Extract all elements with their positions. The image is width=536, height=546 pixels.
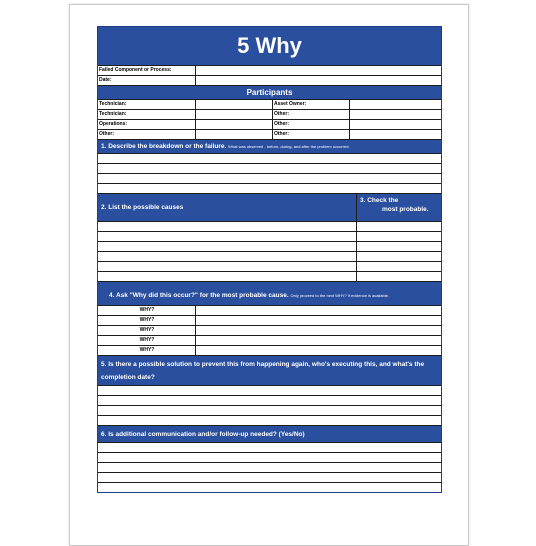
solution-line[interactable]	[98, 405, 441, 415]
solution-line[interactable]	[98, 385, 441, 395]
participant-left-field[interactable]	[195, 110, 272, 119]
participants-header: Participants	[98, 85, 441, 99]
date-row	[98, 75, 441, 85]
probable-check[interactable]	[356, 232, 441, 241]
participant-left-field[interactable]	[195, 130, 272, 139]
participant-right-field[interactable]	[349, 100, 441, 109]
participant-right-field[interactable]	[349, 120, 441, 129]
section-5-header	[98, 355, 441, 385]
section-4-label: 4. Ask "Why did this occur?" for the most probable cause.	[109, 292, 289, 299]
form-title: 5 Why	[98, 27, 441, 65]
section-3-line-1: 3. Check the	[360, 197, 399, 204]
probable-check[interactable]	[356, 242, 441, 251]
why-row	[98, 315, 441, 325]
five-why-form	[97, 26, 442, 493]
description-line[interactable]	[98, 153, 441, 163]
section-3-label	[356, 194, 441, 221]
why-row	[98, 345, 441, 355]
why-label: WHY?	[139, 327, 155, 333]
probable-check[interactable]	[356, 272, 441, 281]
cause-field[interactable]	[98, 272, 356, 281]
section-1-note: What was observed - before, during, and after the problem occurred.	[228, 144, 350, 149]
cause-row	[98, 251, 441, 261]
participants-row	[98, 119, 441, 129]
probable-check[interactable]	[356, 262, 441, 271]
participant-left-field[interactable]	[195, 120, 272, 129]
why-row	[98, 305, 441, 315]
section-4-note: Only proceed to the next WHY? if evidence is available.	[290, 293, 389, 298]
cause-field[interactable]	[98, 242, 356, 251]
cause-row	[98, 261, 441, 271]
why-row	[98, 335, 441, 345]
follow-up-line[interactable]	[98, 442, 441, 452]
why-row	[98, 325, 441, 335]
description-line[interactable]	[98, 183, 441, 193]
why-label: WHY?	[139, 337, 155, 343]
participants-row	[98, 129, 441, 139]
why-answer-field[interactable]	[195, 336, 441, 345]
section-6-header: 6. Is additional communication and/or follow-up needed? (Yes/No)	[98, 425, 441, 442]
participant-left-label: Other:	[99, 131, 114, 137]
section-1-header	[98, 139, 441, 153]
why-answer-field[interactable]	[195, 316, 441, 325]
cause-row	[98, 231, 441, 241]
participants-row	[98, 99, 441, 109]
why-label: WHY?	[139, 317, 155, 323]
participant-right-label: Other:	[272, 120, 349, 129]
solution-line[interactable]	[98, 395, 441, 405]
cause-row	[98, 221, 441, 231]
probable-check[interactable]	[356, 222, 441, 231]
failed-component-label: Failed Component or Process:	[99, 67, 172, 73]
cause-field[interactable]	[98, 252, 356, 261]
participant-left-label: Operations:	[99, 121, 128, 127]
why-label: WHY?	[139, 307, 155, 313]
section-2-label: 2. List the possible causes	[101, 204, 184, 211]
why-label: WHY?	[139, 347, 155, 353]
participant-right-label: Other:	[272, 130, 349, 139]
failed-component-field[interactable]	[195, 66, 441, 75]
date-field[interactable]	[195, 76, 441, 85]
section-1-label: 1. Describe the breakdown or the failure.	[101, 143, 227, 150]
cause-field[interactable]	[98, 262, 356, 271]
form-sheet	[69, 4, 469, 546]
failed-component-row	[98, 65, 441, 75]
cause-field[interactable]	[98, 222, 356, 231]
section-2-3-header	[98, 193, 441, 221]
follow-up-line[interactable]	[98, 462, 441, 472]
section-5-line-1: 5. Is there a possible solution to prevent this from happening again, who's executing this, and what's the	[101, 361, 425, 368]
follow-up-line[interactable]	[98, 472, 441, 482]
participant-right-field[interactable]	[349, 130, 441, 139]
participant-right-label: Other:	[272, 110, 349, 119]
why-answer-field[interactable]	[195, 346, 441, 355]
participant-right-label: Asset Owner:	[272, 100, 349, 109]
follow-up-line[interactable]	[98, 482, 441, 492]
participants-row	[98, 109, 441, 119]
section-5-line-2: completion date?	[101, 374, 155, 381]
why-answer-field[interactable]	[195, 326, 441, 335]
cause-row	[98, 271, 441, 281]
section-4-header	[98, 281, 441, 305]
participant-left-field[interactable]	[195, 100, 272, 109]
solution-line[interactable]	[98, 415, 441, 425]
section-3-line-2: most probable.	[382, 206, 429, 213]
probable-check[interactable]	[356, 252, 441, 261]
participant-left-label: Technician:	[99, 111, 127, 117]
participant-left-label: Technician:	[99, 101, 127, 107]
participant-right-field[interactable]	[349, 110, 441, 119]
why-answer-field[interactable]	[195, 306, 441, 315]
description-line[interactable]	[98, 163, 441, 173]
date-label: Date:	[99, 77, 112, 83]
description-line[interactable]	[98, 173, 441, 183]
follow-up-line[interactable]	[98, 452, 441, 462]
cause-row	[98, 241, 441, 251]
cause-field[interactable]	[98, 232, 356, 241]
